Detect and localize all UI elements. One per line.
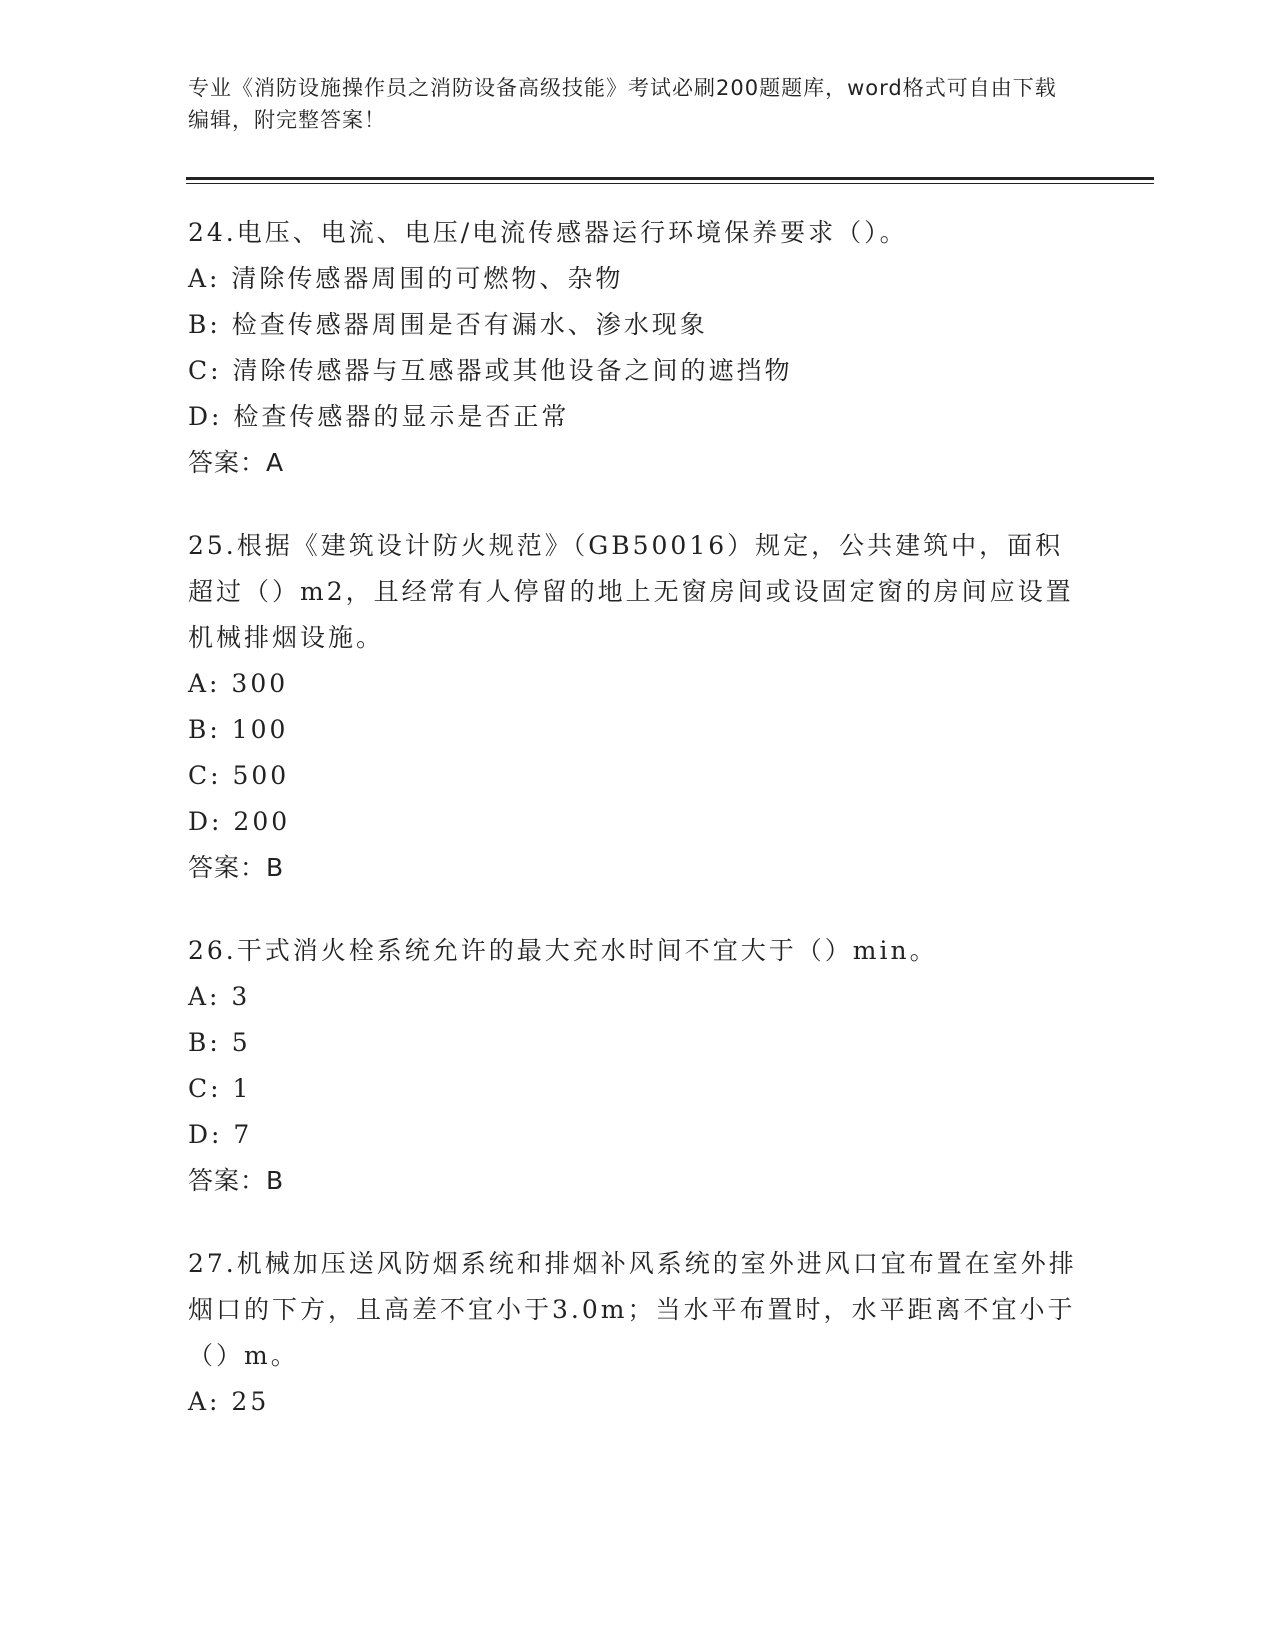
answer-text: 答案：B — [188, 1166, 285, 1195]
option-a: A: 300 — [188, 669, 289, 698]
option-a: A: 清除传感器周围的可燃物、杂物 — [188, 264, 624, 293]
question-text: 26.干式消火栓系统允许的最大充水时间不宜大于（）min。 — [188, 936, 938, 965]
option-d: D: 200 — [188, 807, 291, 836]
option-c: C: 清除传感器与互感器或其他设备之间的遮挡物 — [188, 356, 793, 385]
option-d: D: 检查传感器的显示是否正常 — [188, 402, 570, 431]
question-item — [188, 523, 1088, 891]
option-c: C: 1 — [188, 1074, 252, 1103]
option-b: B: 100 — [188, 715, 289, 744]
question-text: 27.机械加压送风防烟系统和排烟补风系统的室外进风口宜布置在室外排烟口的下方，且高差不宜小于3.0m；当水平布置时，水平距离不宜小于（）m。 — [188, 1249, 1077, 1370]
question-text: 25.根据《建筑设计防火规范》（GB50016）规定，公共建筑中，面积超过（）m2，且经常有人停留的地上无窗房间或设固定窗的房间应设置机械排烟设施。 — [188, 531, 1074, 652]
answer-text: 答案：A — [188, 448, 285, 477]
header-divider-thick — [186, 177, 1154, 180]
option-b: B: 检查传感器周围是否有漏水、渗水现象 — [188, 310, 708, 339]
question-list — [188, 210, 1088, 1462]
option-a: A: 25 — [188, 1387, 270, 1416]
header-divider-thin — [186, 183, 1154, 184]
question-text: 24.电压、电流、电压/电流传感器运行环境保养要求（）。 — [188, 218, 908, 247]
option-a: A: 3 — [188, 982, 251, 1011]
answer-text: 答案：B — [188, 853, 285, 882]
question-item — [188, 1241, 1088, 1425]
option-b: B: 5 — [188, 1028, 251, 1057]
question-item — [188, 928, 1088, 1204]
option-d: D: 7 — [188, 1120, 253, 1149]
option-c: C: 500 — [188, 761, 290, 790]
document-header: 专业《消防设施操作员之消防设备高级技能》考试必刷200题题库，word格式可自由下载编辑，附完整答案！ — [188, 76, 1057, 132]
question-item — [188, 210, 1088, 486]
